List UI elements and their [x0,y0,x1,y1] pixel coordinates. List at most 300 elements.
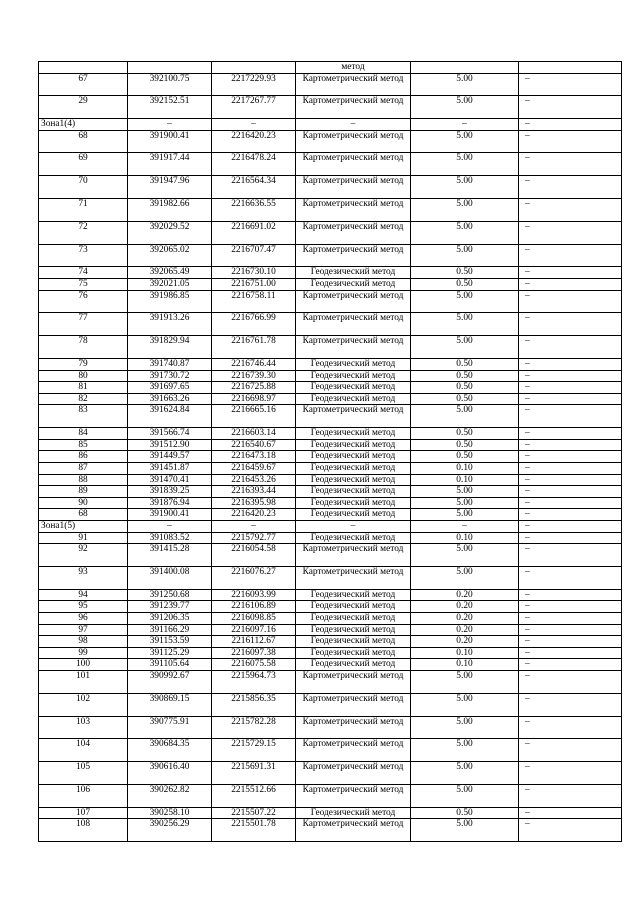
cell-y: 2215856.35 [212,693,296,716]
cell-precision: 5.00 [411,784,519,807]
cell-x: 392100.75 [128,73,212,96]
cell-point: 101 [39,670,128,693]
cell-x: 391449.57 [128,451,212,463]
cell-point: 99 [39,647,128,659]
table-row [39,279,622,291]
cell-precision: 0.50 [411,451,519,463]
cell-point: 71 [39,199,128,222]
table-row [39,290,622,313]
cell-x: 390869.15 [128,693,212,716]
cell-method: Геодезический метод [296,532,411,544]
cell-method: Геодезический метод [296,359,411,371]
cell-description: – [519,393,622,405]
table-row [39,601,622,613]
cell-x: 391083.52 [128,532,212,544]
cell-point: 83 [39,405,128,428]
cell-x: 390616.40 [128,762,212,785]
cell-method: – [296,119,411,131]
cell-method: Геодезический метод [296,393,411,405]
table-row [39,784,622,807]
cell-y: 2216739.30 [212,370,296,382]
cell-precision: 5.00 [411,509,519,521]
cell-method: Картометрический метод [296,221,411,244]
table-row [39,636,622,648]
cell-description: – [519,73,622,96]
cell-point: 80 [39,370,128,382]
table-row [39,819,622,842]
cell-precision: 0.20 [411,636,519,648]
cell-x: 391470.41 [128,474,212,486]
cell-x: 391451.87 [128,463,212,475]
table-row [39,670,622,693]
cell-x: 391740.87 [128,359,212,371]
table-row [39,474,622,486]
table-row [39,544,622,567]
cell-precision: 5.00 [411,693,519,716]
cell-method: Картометрический метод [296,544,411,567]
cell-precision: 0.50 [411,439,519,451]
cell-precision: 0.20 [411,612,519,624]
cell-description: – [519,130,622,153]
cell-y: 2216097.38 [212,647,296,659]
cell-y: 2216761.78 [212,336,296,359]
cell-description: – [519,267,622,279]
cell-method: Геодезический метод [296,807,411,819]
cell-method: Картометрический метод [296,290,411,313]
cell-point: 105 [39,762,128,785]
cell-method: Геодезический метод [296,486,411,498]
cell-point: 86 [39,451,128,463]
cell-description: – [519,359,622,371]
table-row [39,807,622,819]
table-row [39,176,622,199]
cell-x: 390684.35 [128,739,212,762]
cell-point: 102 [39,693,128,716]
cell-method: Геодезический метод [296,647,411,659]
cell-precision: 5.00 [411,670,519,693]
cell-description: – [519,544,622,567]
cell-description: – [519,382,622,394]
cell-precision: 5.00 [411,486,519,498]
cell-method: Геодезический метод [296,624,411,636]
table-row [39,130,622,153]
cell-precision: 5.00 [411,153,519,176]
cell-method: Картометрический метод [296,73,411,96]
cell-point: 104 [39,739,128,762]
table-row [39,439,622,451]
cell-y: 2216746.44 [212,359,296,371]
table-row [39,267,622,279]
cell-description: – [519,96,622,119]
table-row [39,647,622,659]
table-row [39,73,622,96]
cell-x: 391900.41 [128,509,212,521]
cell-y: 2215512.66 [212,784,296,807]
cell-x: 391917.44 [128,153,212,176]
cell-y: 2216112.67 [212,636,296,648]
cell-description: – [519,439,622,451]
cell-y: 2216758.11 [212,290,296,313]
cell-point: 70 [39,176,128,199]
cell-description: – [519,612,622,624]
cell-description: – [519,279,622,291]
zone-row [39,119,622,131]
cell-description: – [519,336,622,359]
cell-precision: – [411,520,519,532]
cell-method: Картометрический метод [296,336,411,359]
table-row [39,463,622,475]
cell-x: 392029.52 [128,221,212,244]
cell-precision: 0.20 [411,589,519,601]
table-row [39,497,622,509]
cell-description: – [519,497,622,509]
cell-description: – [519,176,622,199]
table-row [39,612,622,624]
cell-x: 391105.64 [128,659,212,671]
cell-precision: 5.00 [411,497,519,509]
cell-method: Геодезический метод [296,439,411,451]
cell-method: Геодезический метод [296,463,411,475]
cell-y: 2216698.97 [212,393,296,405]
cell-method: Картометрический метод [296,244,411,267]
cell-y: 2216395.98 [212,497,296,509]
cell-x: 391839.25 [128,486,212,498]
cell-y: 2216540.67 [212,439,296,451]
cell-y: 2216665.16 [212,405,296,428]
cell-precision: 5.00 [411,96,519,119]
cell-y: 2216691.02 [212,221,296,244]
table-row [39,451,622,463]
cell-x: 390775.91 [128,716,212,739]
zone-row [39,520,622,532]
cell-method: Геодезический метод [296,451,411,463]
cell-description: – [519,693,622,716]
cell-description: – [519,784,622,807]
cell-description: – [519,520,622,532]
cell-point: 88 [39,474,128,486]
cell-x: 390262.82 [128,784,212,807]
table-row [39,566,622,589]
cell-precision: 5.00 [411,221,519,244]
cell-point: 69 [39,153,128,176]
cell-y: 2216603.14 [212,428,296,440]
table-row [39,359,622,371]
cell-y: 2215792.77 [212,532,296,544]
table-row [39,739,622,762]
cell-precision: 0.50 [411,807,519,819]
table-row [39,199,622,222]
cell-method: Геодезический метод [296,497,411,509]
cell-point: 78 [39,336,128,359]
table-row [39,96,622,119]
cell-y: 2216473.18 [212,451,296,463]
table-row [39,532,622,544]
cell-description: – [519,532,622,544]
cell-description: – [519,221,622,244]
cell-zone-label: Зона1(5) [39,520,128,532]
cell-description: – [519,636,622,648]
cell-description: – [519,119,622,131]
cell-point: 91 [39,532,128,544]
cell-point: 76 [39,290,128,313]
cell-method: Картометрический метод [296,739,411,762]
cell-y: 2216098.85 [212,612,296,624]
cell-y: 2216459.67 [212,463,296,475]
table-row [39,589,622,601]
cell-point [39,62,128,74]
table-row [39,659,622,671]
cell-y: 2216054.58 [212,544,296,567]
cell-x: 391239.77 [128,601,212,613]
cell-point: 92 [39,544,128,567]
cell-y: 2216564.34 [212,176,296,199]
cell-method: Картометрический метод [296,405,411,428]
cell-y: 2217267.77 [212,96,296,119]
cell-description: – [519,486,622,498]
table-row [39,382,622,394]
cell-x: 391624.84 [128,405,212,428]
cell-precision: 0.10 [411,647,519,659]
cell-method: Картометрический метод [296,153,411,176]
cell-y: 2216766.99 [212,313,296,336]
cell-method: Геодезический метод [296,382,411,394]
cell-description: – [519,428,622,440]
cell-x: – [128,520,212,532]
cell-point: 85 [39,439,128,451]
cell-description: – [519,739,622,762]
cell-precision: 0.20 [411,601,519,613]
cell-y: 2216093.99 [212,589,296,601]
table-row [39,624,622,636]
cell-point: 77 [39,313,128,336]
cell-method: Картометрический метод [296,566,411,589]
cell-zone-label: Зона1(4) [39,119,128,131]
cell-description: – [519,807,622,819]
cell-precision: – [411,119,519,131]
cell-method: – [296,520,411,532]
cell-y: 2216097.16 [212,624,296,636]
table-row [39,393,622,405]
cell-x: 391947.96 [128,176,212,199]
cell-precision: 5.00 [411,716,519,739]
cell-point: 87 [39,463,128,475]
cell-y: 2216106.89 [212,601,296,613]
cell-point: 93 [39,566,128,589]
cell-point: 68 [39,509,128,521]
cell-description: – [519,659,622,671]
cell-method: Картометрический метод [296,819,411,842]
cell-y: 2216636.55 [212,199,296,222]
cell-method: Геодезический метод [296,659,411,671]
cell-precision: 5.00 [411,199,519,222]
cell-point: 79 [39,359,128,371]
cell-point: 107 [39,807,128,819]
cell-point: 89 [39,486,128,498]
cell-method: Геодезический метод [296,267,411,279]
cell-method: Картометрический метод [296,693,411,716]
cell-precision: 0.50 [411,279,519,291]
table-row [39,405,622,428]
cell-method: Геодезический метод [296,636,411,648]
coordinates-table [38,61,622,842]
cell-y: 2216453.26 [212,474,296,486]
cell-description: – [519,244,622,267]
cell-y: 2216075.58 [212,659,296,671]
cell-point: 97 [39,624,128,636]
table-row [39,762,622,785]
cell-precision: 5.00 [411,405,519,428]
table-row [39,428,622,440]
cell-x: 391876.94 [128,497,212,509]
cell-x: – [128,119,212,131]
cell-method: Геодезический метод [296,509,411,521]
cell-description: – [519,624,622,636]
cell-x: 392065.49 [128,267,212,279]
cell-description: – [519,463,622,475]
cell-x: 391415.28 [128,544,212,567]
cell-point: 73 [39,244,128,267]
cell-description: – [519,313,622,336]
cell-precision: 0.10 [411,463,519,475]
cell-x: 392021.05 [128,279,212,291]
cell-x: 392152.51 [128,96,212,119]
cell-description: – [519,199,622,222]
table-row-continued [39,62,622,74]
cell-point: 108 [39,819,128,842]
cell-x: 391982.66 [128,199,212,222]
cell-description: – [519,566,622,589]
cell-precision: 0.10 [411,532,519,544]
cell-point: 84 [39,428,128,440]
cell-x: 391663.26 [128,393,212,405]
cell-x: 391986.85 [128,290,212,313]
cell-point: 72 [39,221,128,244]
cell-description: – [519,153,622,176]
cell-point: 81 [39,382,128,394]
table-row [39,486,622,498]
cell-x: 391206.35 [128,612,212,624]
cell-precision [411,62,519,74]
cell-point: 82 [39,393,128,405]
cell-point: 67 [39,73,128,96]
cell-y: – [212,119,296,131]
cell-y: 2215501.78 [212,819,296,842]
cell-precision: 0.50 [411,382,519,394]
cell-description: – [519,290,622,313]
cell-method: Геодезический метод [296,601,411,613]
cell-y: 2215691.31 [212,762,296,785]
cell-precision: 0.50 [411,428,519,440]
cell-point: 103 [39,716,128,739]
cell-x: 391125.29 [128,647,212,659]
cell-precision: 5.00 [411,73,519,96]
cell-description: – [519,819,622,842]
cell-precision: 5.00 [411,290,519,313]
cell-precision: 5.00 [411,313,519,336]
cell-y: – [212,520,296,532]
cell-x: 392065.02 [128,244,212,267]
cell-y [212,62,296,74]
cell-x: 390992.67 [128,670,212,693]
cell-precision: 0.20 [411,624,519,636]
cell-method: Геодезический метод [296,612,411,624]
cell-method: Картометрический метод [296,130,411,153]
cell-y: 2216751.00 [212,279,296,291]
cell-description: – [519,601,622,613]
cell-x: 391566.74 [128,428,212,440]
table-row [39,313,622,336]
cell-x: 391913.26 [128,313,212,336]
cell-x: 391512.90 [128,439,212,451]
cell-point: 96 [39,612,128,624]
cell-method: Картометрический метод [296,784,411,807]
cell-x: 391900.41 [128,130,212,153]
cell-y: 2216076.27 [212,566,296,589]
cell-method: Картометрический метод [296,199,411,222]
cell-x: 390258.10 [128,807,212,819]
cell-method: Картометрический метод [296,762,411,785]
cell-point: 98 [39,636,128,648]
cell-x: 391153.59 [128,636,212,648]
cell-x [128,62,212,74]
cell-precision: 5.00 [411,176,519,199]
cell-precision: 5.00 [411,819,519,842]
cell-precision: 0.50 [411,370,519,382]
cell-method: Геодезический метод [296,279,411,291]
table-row [39,221,622,244]
table-row [39,509,622,521]
cell-x: 391400.08 [128,566,212,589]
cell-method: Картометрический метод [296,176,411,199]
cell-precision: 0.50 [411,267,519,279]
cell-description: – [519,451,622,463]
table-row [39,693,622,716]
cell-y: 2216707.47 [212,244,296,267]
cell-y: 2217229.93 [212,73,296,96]
cell-method: Геодезический метод [296,370,411,382]
cell-y: 2216420.23 [212,509,296,521]
cell-point: 95 [39,601,128,613]
cell-x: 391730.72 [128,370,212,382]
cell-method: Геодезический метод [296,474,411,486]
cell-precision: 5.00 [411,544,519,567]
cell-description: – [519,509,622,521]
table-row [39,336,622,359]
cell-point: 75 [39,279,128,291]
cell-precision: 5.00 [411,130,519,153]
cell-precision: 5.00 [411,336,519,359]
cell-precision: 0.10 [411,659,519,671]
cell-description: – [519,762,622,785]
cell-point: 100 [39,659,128,671]
cell-precision: 5.00 [411,244,519,267]
cell-description: – [519,716,622,739]
cell-point: 90 [39,497,128,509]
cell-x: 391829.94 [128,336,212,359]
table-row [39,716,622,739]
cell-description: – [519,647,622,659]
cell-x: 391166.29 [128,624,212,636]
table-row [39,244,622,267]
cell-y: 2216730.10 [212,267,296,279]
cell-y: 2216478.24 [212,153,296,176]
cell-point: 94 [39,589,128,601]
cell-method: Картометрический метод [296,670,411,693]
cell-y: 2216420.23 [212,130,296,153]
cell-method: метод [296,62,411,74]
cell-method: Картометрический метод [296,313,411,336]
cell-y: 2215964.73 [212,670,296,693]
